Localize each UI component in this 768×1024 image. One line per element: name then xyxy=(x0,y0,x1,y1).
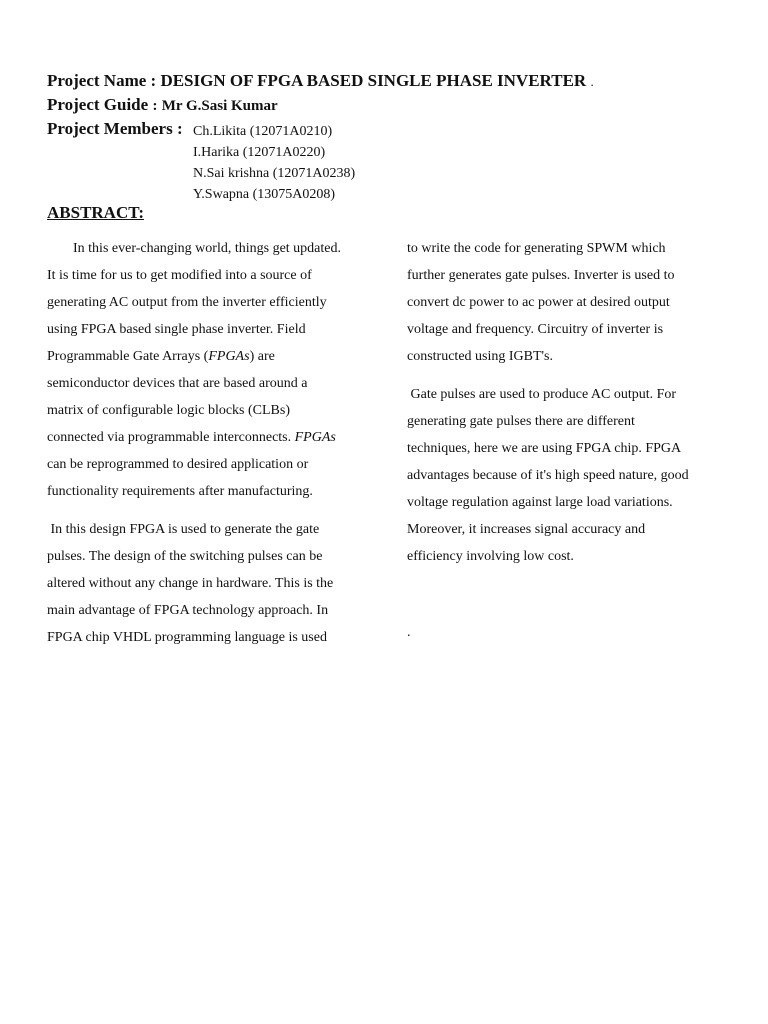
project-members-line xyxy=(47,118,183,140)
text-line: main advantage of FPGA technology approach. In xyxy=(47,603,329,618)
text-fragment: In this design FPGA is used to generate the gate xyxy=(50,522,320,537)
text-line: can be reprogrammed to desired application or xyxy=(47,457,309,472)
italic-term: FPGAs xyxy=(208,349,250,364)
member-item: Y.Swapna (13075A0208) xyxy=(193,187,336,202)
text-line: voltage regulation against large load variations. xyxy=(407,495,673,510)
text-fragment: ) are xyxy=(249,349,275,364)
text-line: FPGA chip VHDL programming language is used xyxy=(47,630,327,645)
text-line: techniques, here we are using FPGA chip. FPGA xyxy=(407,441,682,456)
text-line xyxy=(407,381,727,408)
italic-term: FPGAs xyxy=(294,430,336,445)
text-line: altered without any change in hardware. This is the xyxy=(47,576,334,591)
project-members-label: Project Members : xyxy=(47,119,183,138)
text-fragment: connected via programmable interconnects. xyxy=(47,430,292,445)
project-name-line xyxy=(47,70,594,93)
text-line: voltage and frequency. Circuitry of inverter is xyxy=(407,322,664,337)
members-list xyxy=(193,121,355,205)
text-fragment: Programmable Gate Arrays ( xyxy=(47,349,209,364)
text-line: matrix of configurable logic blocks (CLBs) xyxy=(47,403,290,418)
text-line xyxy=(47,516,367,543)
project-guide-label: Project Guide xyxy=(47,95,149,114)
text-fragment: Gate pulses are used to produce AC output. For xyxy=(410,387,677,402)
member-item: N.Sai krishna (12071A0238) xyxy=(193,166,356,181)
project-name-suffix: . xyxy=(590,74,594,89)
text-line: constructed using IGBT's. xyxy=(407,349,554,364)
abstract-right-column xyxy=(407,235,727,570)
abstract-heading: ABSTRACT: xyxy=(47,203,144,222)
text-line: using FPGA based single phase inverter. Field xyxy=(47,322,306,337)
text-line: generating AC output from the inverter efficiently xyxy=(47,295,327,310)
text-line: semiconductor devices that are based around a xyxy=(47,376,308,391)
text-line: efficiency involving low cost. xyxy=(407,549,574,564)
text-line: to write the code for generating SPWM which xyxy=(407,241,666,256)
abstract-paragraph xyxy=(47,516,367,651)
project-guide-colon: : xyxy=(152,98,158,114)
member-item: Ch.Likita (12071A0210) xyxy=(193,124,333,139)
text-line: pulses. The design of the switching pulses can be xyxy=(47,549,323,564)
text-line xyxy=(47,343,367,370)
abstract-left-column xyxy=(47,235,367,651)
text-line: advantages because of it's high speed nature, good xyxy=(407,468,689,483)
abstract-paragraph xyxy=(47,235,367,505)
text-line: generating gate pulses there are different xyxy=(407,414,635,429)
member-item: I.Harika (12071A0220) xyxy=(193,145,326,160)
project-guide-line xyxy=(47,94,278,117)
text-line: functionality requirements after manufacturing. xyxy=(47,484,313,499)
text-line xyxy=(47,424,367,451)
project-guide-value: Mr G.Sasi Kumar xyxy=(161,98,278,114)
text-line: It is time for us to get modified into a source of xyxy=(47,268,312,283)
text-line: In this ever-changing world, things get updated. xyxy=(73,241,341,256)
stray-period: . xyxy=(407,625,411,640)
abstract-paragraph xyxy=(407,235,727,370)
project-name-label: Project Name : xyxy=(47,71,157,90)
project-name-value: DESIGN OF FPGA BASED SINGLE PHASE INVERTER xyxy=(160,71,587,90)
text-line: convert dc power to ac power at desired output xyxy=(407,295,670,310)
text-line: further generates gate pulses. Inverter is used to xyxy=(407,268,675,283)
text-line: Moreover, it increases signal accuracy and xyxy=(407,522,646,537)
abstract-paragraph xyxy=(407,381,727,570)
